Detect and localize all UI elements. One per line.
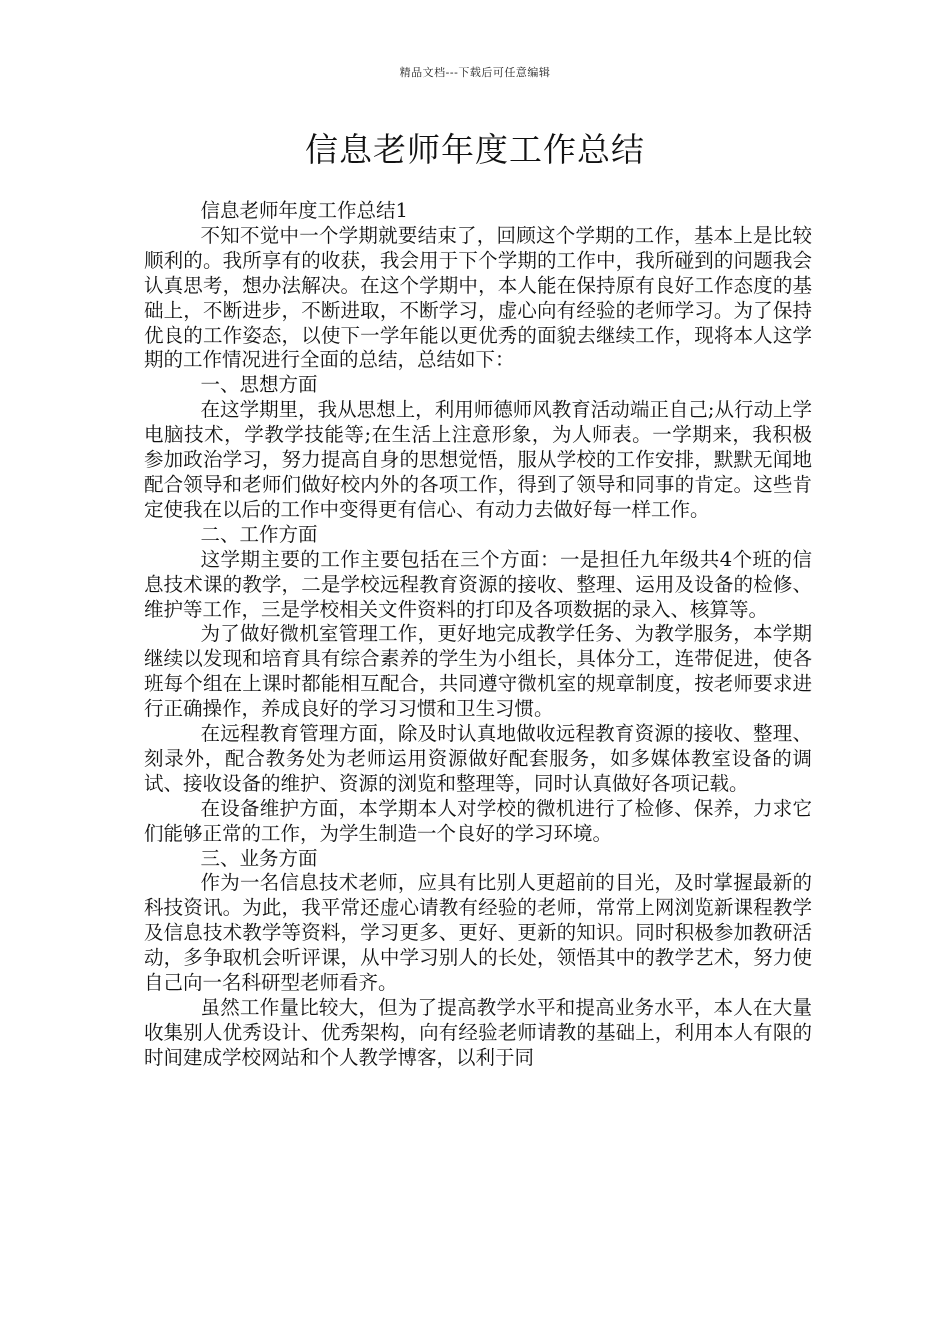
header-note: 精品文档---下载后可任意编辑 bbox=[399, 66, 551, 79]
paragraph-equipment: 在设备维护方面，本学期本人对学校的微机进行了检修、保养，力求它们能够正常的工作，为学生制造一个良好的学习环境。 bbox=[144, 796, 812, 845]
section-heading-work: 二、工作方面 bbox=[200, 522, 318, 546]
paragraph-workload: 虽然工作量比较大，但为了提高教学水平和提高业务水平，本人在大量收集别人优秀设计、优秀架构，向有经验老师请教的基础上，利用本人有限的时间建成学校网站和个人教学博客，以利于同 bbox=[144, 996, 812, 1069]
paragraph-professional: 作为一名信息技术老师，应具有比别人更超前的目光，及时掌握最新的科技资讯。为此，我平常还虚心请教有经验的老师，常常上网浏览新课程教学及信息技术教学等资料，学习更多、更好、更新的知识。同时积极参加教研活动，多争取机会听评课，从中学习别人的长处，领悟其中的教学艺术，努力使自己向一名科研型老师看齐。 bbox=[144, 871, 812, 995]
document-title: 信息老师年度工作总结 bbox=[305, 130, 645, 169]
paragraph-thought: 在这学期里，我从思想上，利用师德师风教育活动端正自己;从行动上学电脑技术，学教学技能等;在生活上注意形象，为人师表。一学期来，我积极参加政治学习，努力提高自身的思想觉悟，服从学校的工作安排，默默无闻地配合领导和老师们做好校内外的各项工作，得到了领导和同事的肯定。这些肯定使我在以后的工作中变得更有信心、有动力去做好每一样工作。 bbox=[144, 398, 812, 521]
document-body bbox=[144, 199, 812, 1071]
paragraph-subtitle: 信息老师年度工作总结1 bbox=[200, 199, 408, 222]
paragraph-intro: 不知不觉中一个学期就要结束了，回顾这个学期的工作，基本上是比较顺利的。我所享有的收获，我会用于下个学期的工作中，我所碰到的问题我会认真思考，想办法解决。在这个学期中，本人能在保持原有良好工作态度的基础上，不断进步，不断进取，不断学习，虚心向有经验的老师学习。为了保持优良的工作姿态，以使下一学年能以更优秀的面貌去继续工作，现将本人这学期的工作情况进行全面的总结，总结如下： bbox=[144, 223, 812, 372]
section-heading-thought: 一、思想方面 bbox=[200, 373, 318, 397]
paragraph-remote-education: 在远程教育管理方面，除及时认真地做收远程教育资源的接收、整理、刻录外，配合教务处为老师运用资源做好配套服务，如多媒体教室设备的调试、接收设备的维护、资源的浏览和整理等，同时认真做好各项记载。 bbox=[144, 722, 812, 795]
paragraph-lab-management: 为了做好微机室管理工作，更好地完成教学任务、为教学服务，本学期继续以发现和培育具有综合素养的学生为小组长，具体分工，连带促进，使各班每个组在上课时都能相互配合，共同遵守微机室的规章制度，按老师要求进行正确操作，养成良好的学习习惯和卫生习惯。 bbox=[144, 622, 812, 721]
paragraph-work-overview: 这学期主要的工作主要包括在三个方面：一是担任九年级共4个班的信息技术课的教学，二是学校远程教育资源的接收、整理、运用及设备的检修、维护等工作，三是学校相关文件资料的打印及各项数据的录入、核算等。 bbox=[144, 547, 812, 621]
section-heading-professional: 三、业务方面 bbox=[200, 846, 318, 870]
